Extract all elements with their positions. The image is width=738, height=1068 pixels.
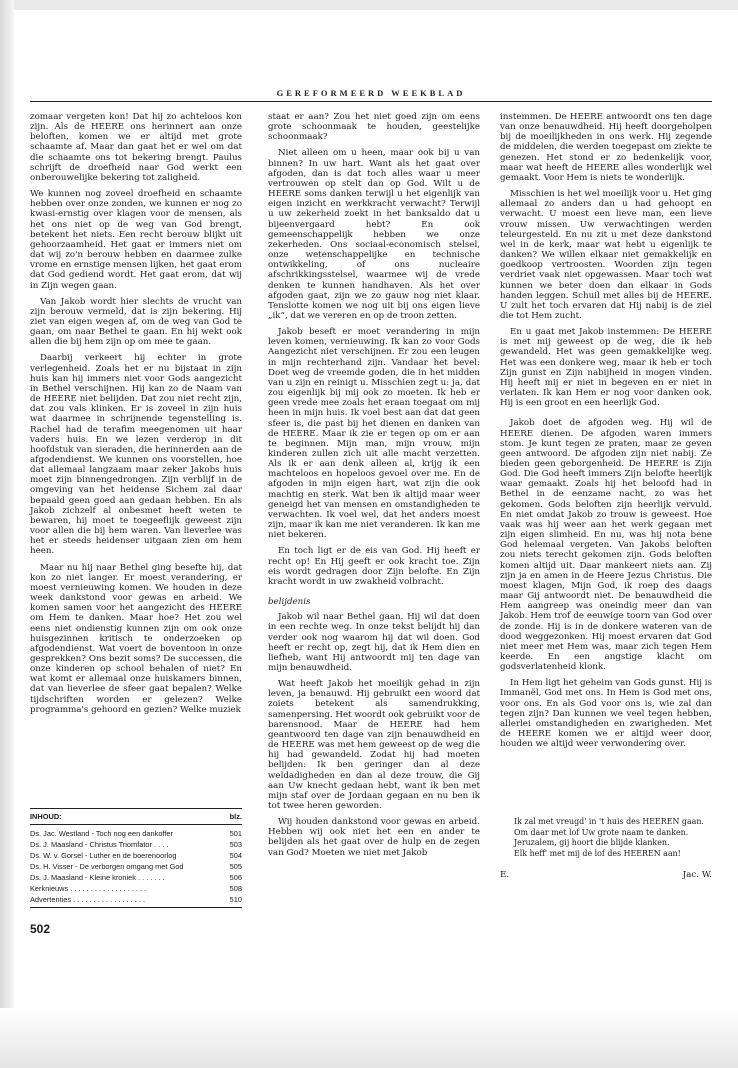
paragraph: staat er aan? Zou het niet goed zijn om eens grote schoonmaak te houden, geestelijke schoonmaak? [268, 112, 480, 143]
paragraph: Wij houden dankstond voor gewas en arbeid. Hebben wij ook niet het een en ander te belijden als het gaat over de hulp en de zegen van God? Moeten we niet met Jakob [268, 817, 480, 858]
toc-entry-label: Kerknieuws . . . . . . . . . . . . . . . . . . . [30, 884, 147, 893]
column-2 [268, 112, 480, 864]
paragraph: instemmen. De HEERE antwoordt ons ten dage van onze benauwdheid. Hij heeft doorgeholpen bij de moeilijkheden in ons werk. Hij zegende de middelen, die werden toegepast om ziekte te genezen. Het stond er zo bedenkelijk voor, maar wat heeft de HEERE alles wonderlijk wel gemaakt. Voor Hem is niets te wonderlijk. [500, 112, 712, 183]
paragraph: In Hem ligt het geheim van Gods gunst. Hij is Immanël, God met ons. In Hem is God met ons, voor ons. En als God voor ons is, wie zal dan tegen zijn? Dan kunnen we veel tegen hebben, allerlei omstandigheden en zwarigheden. Met de HEERE komen we er altijd weer door, houden we altijd weer verwondering over. [500, 678, 712, 750]
toc-entry-label: Advertenties . . . . . . . . . . . . . . . . . . [30, 895, 146, 904]
toc-entry-label: Ds. J. Maasland - Kleine kroniek . . . . . . . [30, 873, 165, 882]
scan-bottom-shadow [0, 1008, 738, 1068]
toc-page-heading: blz. [229, 812, 242, 821]
running-header: GEREFORMEERD WEEKBLAD [276, 88, 466, 98]
poem-line: Ik zal met vreugd' in 't huis des HEEREN gaan. [514, 817, 704, 826]
magazine-page [30, 70, 712, 960]
section-heading: belijdenis [268, 597, 311, 608]
paragraph: Maar nu hij naar Bethel ging besefte hij, dat kon zo niet langer. Er moest verandering, er moest vernieuwing komen. We houden in deze week dankstond voor gewas en arbeid. We komen samen voor het aangezicht des HEERE om Hem te danken. Maar hoe? Het zou wel eens niet ondienstig kunnen zijn om ook onze huisgezinnen kritisch te onderzoeken op afgodendienst. Wat voert de boventoon in onze gesprekken? Ons bezit soms? De successen, die onze kinderen op school behalen of niet? En wat komt er allemaal onze huiskamers binnen, dat van lieverlee de sfeer gaat bepalen? Welke tijdschriften worden er gelezen? Welke programma's gehoord en gezien? Welke muziek [30, 562, 242, 715]
toc-entry [30, 872, 242, 883]
toc-entry [30, 894, 242, 905]
poem-line: Elk heff' met mij de lof des HEEREN aan! [514, 848, 681, 858]
signature-author: Jac. W. [682, 870, 712, 880]
paragraph: En toch ligt er de eis van God. Hij heeft er recht op! En Hij geeft er ook kracht toe. Zijn eis wordt gedragen door Zijn belofte. En Zijn kracht wordt in uw zwakheid volbracht. [268, 546, 480, 587]
toc-header [30, 808, 242, 825]
toc-entry [30, 850, 242, 861]
toc-entry-page: 510 [229, 895, 242, 904]
column-3 [500, 112, 712, 755]
paragraph: Misschien is het wel moeilijk voor u. Het ging allemaal zo anders dan u had gehoopt en verwacht. U moest een lieve man, een lieve vrouw missen. Uw verwachtingen werden teleurgesteld. En nu zit u met deze dankstond wel in de kerk, maar wat hebt u eigenlijk te danken? We willen elkaar niet gemakkelijk en goedkoop vertroosten. Woorden zijn tegen verdriet vaak niet opgewassen. Maar toch wat kunnen we beter doen dan elkaar in Gods handen leggen. Schuil met alles bij de HEERE. U zult het toch ervaren dat Hij nabij is de ziel die tot Hem zucht. [500, 189, 712, 321]
signature-initial: E. [500, 870, 510, 880]
paragraph: Jakob beseft er moet verandering in mijn leven komen, vernieuwing. Ik kan zo voor Gods Aangezicht niet verschijnen. Er zou een leugen in mijn rechterhand zijn. Vandaar het bevel: Doet weg de vreemde goden, die in het midden van u zijn en reinigt u. Misschien zegt u: ja, dat zou eigenlijk bij mij ook zo moeten. Ik heb er geen vrede mee zoals het eraan toegaat om mij heen in mijn huis. Ik voel best aan dat dat geen sfeer is, die past bij het dienen en danken van de HEERE. Maar ik zie er tegen op om er aan te beginnen. Mijn man, mijn vrouw, mijn kinderen zullen zich uit alle macht verzetten. Als ik er aan denk alleen al, krijg ik een machteloos en hopeloos gevoel over me. En de afgoden in mijn eigen hart, wat zijn die ook machtig en sterk. Wat ben ik altijd maar weer geneigd het van mensen en omstandigheden te verwachten. Ik voel wel, dat het anders moest zijn, maar ik kan me niet veranderen. Ik kan me niet bekeren. [268, 327, 480, 541]
paragraph: Niet alleen om u heen, maar ook bij u van binnen? In uw hart. Want als het gaat over afgoden, dan is dat toch alles waar u meer vertrouwen op stelt dan op God. Wilt u de HEERE soms danken terwijl u het eigenlijk van eigen inzicht en werkkracht verwacht? Terwijl u uw zekerheid zoekt in het banksaldo dat u bijeenvergaard hebt? En ook gemeenschappelijk hebben we onze zekerheden. Ons sociaal-economisch stelsel, onze wetenschappelijke en technische ontwikkeling, of ons nucleaire afschrikkingsstelsel, waarmee wij de vrede denken te kunnen handhaven. Als het over afgoden gaat, zijn we zo gauw nog niet klaar. Tenslotte komen we nog uit bij ons eigen lieve „ik”, dat we vereren en op de troon zetten. [268, 148, 480, 321]
scan-top-edge [0, 0, 738, 10]
toc-entry-label: Ds. H. Visser - De verborgen omgang met God [30, 862, 184, 871]
toc-entry-page: 505 [229, 862, 242, 871]
page-number: 502 [30, 922, 51, 936]
toc-entry-page: 508 [229, 884, 242, 893]
paragraph: Daarbij verkeert hij echter in grote verlegenheid. Zoals het er nu bijstaat in zijn huis kan hij immers niet voor Gods aangezicht in Bethel verschijnen. Hij kan zo de Naam van de HEERE niet belijden. Dat zou niet recht zijn, dat zou vals klinken. Er is zoveel in zijn huis wat daarmee in schrijnende tegenstelling is. Rachel had de terafim meegenomen uit haar vaders huis. En we lezen verderop in dit hoofdstuk van sieraden, die herinnerden aan de afgodendienst. We kunnen ons voorstellen, hoe dat allemaal langzaam maar zeker Jakobs huis moet zijn binnengedrongen. Zijn verblijf in de omgeving van het heidense Sichem zal daar bepaald geen goed aan gedaan hebben. En als Jakob zichzelf al onbesmet heeft weten te bewaren, hij moet te toegeeflijk geweest zijn voor allen die bij hem waren. Van lieverlee was het er steeds heidenser uitgaan zien om hem heen. [30, 353, 242, 557]
paragraph: Van Jakob wordt hier slechts de vrucht van zijn berouw vermeld, dat is zijn bekering. Hij ziet van eigen wegen af, om de weg van God te gaan, om naar Bethel te gaan. En hij wekt ook allen die bij hem zijn op om mee te gaan. [30, 296, 242, 348]
paragraph: Wat heeft Jakob het moeilijk gehad in zijn leven, ja benauwd. Hij gebruikt een woord dat zoiets betekent als samendrukking, samenpersing. Het woordt ook gebruikt voor de barensnood. Maar de HEERE had hem geantwoord ten dage van zijn benauwdheid en de HEERE was met hem geweest op de weg die hij had gewandeld. Zodat hij had moeten belijden: Ik ben geringer dan al deze weldadigheden en dan al deze trouw, die Gij aan Uw knecht gedaan hebt, want ik ben met mijn staf over de Jordaan gegaan en nu ben ik tot twee heren geworden. [268, 679, 480, 811]
toc-entry-label: Ds. W. v. Gorsel - Luther en de boerenoorlog [30, 851, 177, 860]
paragraph: zomaar vergeten kon! Dat hij zo achteloos kon zijn. Als de HEERE ons herinnert aan onze beloften, komen we er altijd met grote schaamte af. Maar dan gaat het er wel om dat die schaamte ons tot bekering brengt. Paulus schrijft de droefheid naar God werkt een onberouwelijke bekering tot zaligheid. [30, 112, 242, 183]
toc-entry [30, 828, 242, 839]
table-of-contents [30, 808, 242, 908]
header-rule [30, 101, 712, 102]
toc-entry [30, 839, 242, 850]
toc-entry [30, 883, 242, 894]
signature-line [500, 870, 712, 880]
paragraph: Jakob wil naar Bethel gaan. Hij wil dat doen in een rechte weg. In onze tekst belijdt hij dan verder ook nog waarom hij dat wil doen. God heeft er recht op, zegt hij, dat ik Hem dien en liefheb, want Hij antwoordt mij ten dage van mijn benauwdheid. [268, 612, 480, 673]
toc-entry-page: 506 [229, 873, 242, 882]
poem-line: Om daar met lof Uw grote naam te danken. [514, 827, 689, 837]
toc-heading: INHOUD: [30, 812, 62, 821]
toc-entry-page: 504 [229, 851, 242, 860]
poem-quote [500, 817, 712, 859]
toc-entry-page: 503 [229, 840, 242, 849]
paragraph: Jakob doet de afgoden weg. Hij wil de HEERE dienen. De afgoden waren immers stom. Je kunt tegen ze praten, maar ze geven geen antwoord. De afgoden zijn niet nabij. Ze bieden geen geborgenheid. De HEERE is Zijn God. Die God heeft immers Zijn belofte heerlijk waar gemaakt. Zoals hij het beloofd had in Bethel in de eenzame nacht, zo was het gekomen. Gods beloften zijn heerlijk vervuld. En niet omdat Jakob zo trouw is geweest. Hoe vaak was hij weer aan het werk gegaan met zijn eigen slimheid. En nu, was hij nota bene God helemaal vergeten. Van Jakobs beloften zou niets terecht gekomen zijn. Gods beloften komen altijd uit. Daar mankeert niets aan. Zij zijn ja en amen in de Heere Jezus Christus. Die moest klagen, Mijn God, ik roep des daags maar Gij antwoordt niet. De benauwdheid die Hem aangreep was oneindig meer dan van Jakob. Hem trof de eeuwige toorn van God over de zonde. Hij is in de donkere wateren van de dood weggezonken. Hij moest ervaren dat God niet meer met Hem was, maar zich tegen Hem keerde. En een angstige klacht om godsverlatenheid klonk. [500, 418, 712, 673]
column-1 [30, 112, 242, 721]
toc-rule [30, 907, 242, 908]
toc-entry-label: Ds. J. Maasland - Christus Triomfator . . . . [30, 840, 169, 849]
scan-left-edge [0, 0, 14, 1068]
paragraph: En u gaat met Jakob instemmen: De HEERE is met mij geweest op de weg, die ik heb gewandeld. Het was geen gemakkelijke weg. Het was een donkere weg, maar ik heb er toch Zijn gunst en Zijn nabijheid in mogen vinden. Hij heeft mij er niet in begeven en er niet in verlaten. Ik kan Hem er nog voor danken ook. Hij is een groot en een heerlijk God. [500, 327, 712, 409]
toc-entry-label: Ds. Jac. Westland - Toch nog een dankoffer [30, 829, 173, 838]
poem-line: Jeruzalem, gij hoort die blijde klanken. [514, 838, 670, 847]
toc-entry-page: 501 [229, 829, 242, 838]
toc-entry [30, 861, 242, 872]
paragraph: We kunnen nog zoveel droefheid en schaamte hebben over onze zonden, we kunnen er nog zo kwasi-ernstig over klagen voor de mensen, als het ons niet op de weg van God brengt, betekent het niets. Een recht berouw blijkt uit gehoorzaamheid. Het gaat er immers niet om dat wij zo'n berouw hebben en daarmee zulke vrome en ernstige mensen lijken, het gaat erom dat God gediend wordt. Het gaat erom, dat wij in Zijn wegen gaan. [30, 189, 242, 291]
